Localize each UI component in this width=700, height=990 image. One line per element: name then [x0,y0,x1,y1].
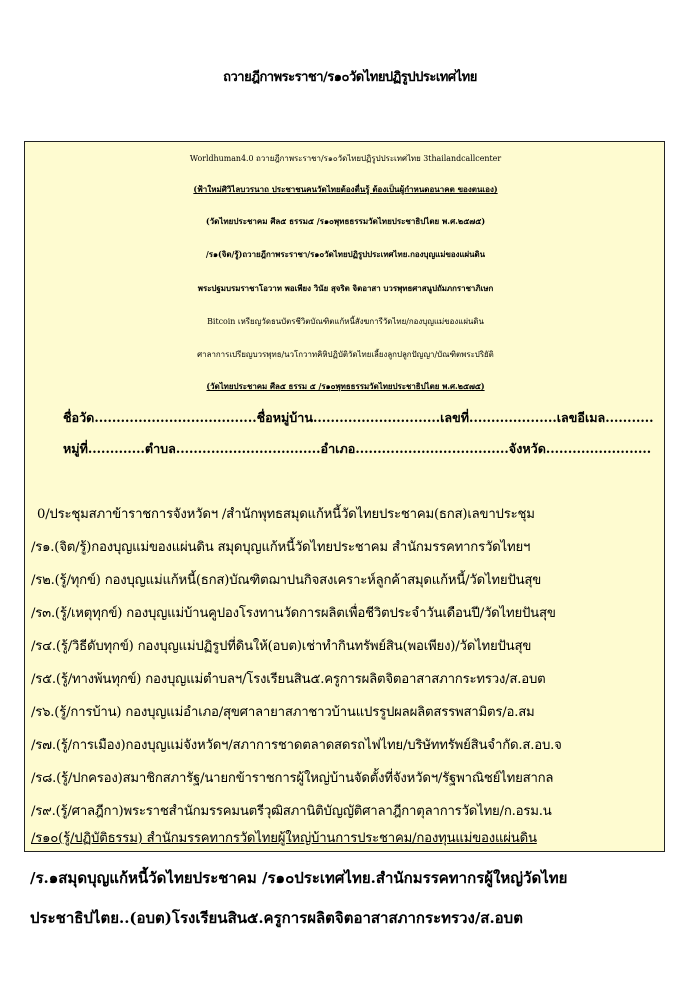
list-item: /ร๒.(รู้/ทุกข์) กองบุญแม่แก้หนี้(ธกส)บัณฑิตฌาปนกิจสงเคราะห์ลูกค้าสมุดแก้หนี้/วัดไทยปันสุข [31,573,542,588]
header-line-2: (ฟ้าใหม่ศิวิไลบวรนาถ ประชาชนคนวัดไทยต้องตื่นรู้ ต้องเป็นผู้กำหนดอนาคต ของตนเอง) [193,184,498,194]
header-line-1: Worldhuman4.0 ถวายฎีกาพระราชา/ร๑๐วัดไทยปฏิรูปประเทศไทย 3thailandcallcenter [189,154,502,163]
header-line-4: /ร๑(จิต/รู้)ถวายฎีกาพระราชา/ร๑๐วัดไทยปฏิรูปประเทศไทย.กองบุญแม่ของแผ่นดิน [205,250,486,259]
list-item: /ร๗.(รู้/การเมือง)กองบุญแม่จังหวัดฯ/สภาการชาดตลาดสดรถไฟไทย/บริษัททรัพย์สินจำกัด.ส.อบ.จ [31,738,562,753]
form-row-1: ชื่อวัด.....................................ชื่อหมู่บ้าน.............................เลขที่....................เลขอีเมล........... [63,410,654,425]
list-item: /ร๑.(จิต/รู้)กองบุญแม่ของแผ่นดิน สมุดบุญแก้หนี้วัดไทยประชาคม สำนักมรรคทากรวัดไทยฯ [31,540,531,555]
list-item: /ร๕.(รู้/ทางพ้นทุกข์) กองบุญแม่ตำบลฯ/โรงเรียนสิน๕.ครูการผลิตจิตอาสาสภากระทรวง/ส.อบต [31,672,546,687]
list-item: /ร๔.(รู้/วิธีดับทุกข์) กองบุญแม่ปฏิรูปที่ดินให้(อบต)เช่าทำกินทรัพย์สิน(พอเพียง)/วัดไทยปันสุข [31,639,532,654]
footer-line-2: ประชาธิปไตย..(อบต)โรงเรียนสิน๕.ครูการผลิตจิตอาสาสภากระทรวง/ส.อบต [30,909,523,927]
header-line-7: ศาลาการเปรียญบวรพุทธ/นวโกวาทคิหิปฏิบัติวัดไทยเลี้ยงลูกปลูกปัญญา/บัณฑิตพระปริยัติ [197,350,494,359]
list-item: /ร๓.(รู้/เหตุทุกข์) กองบุญแม่บ้านคูปองโรงทานวัดการผลิตเพื่อชีวิตประจำวันเดือนปี/วัดไทยปันสุข [31,606,556,621]
footer-line-1: /ร.๑สมุดบุญแก้หนี้วัดไทยประชาคม /ร๑๐ประเทศไทย.สำนักมรรคทากรผู้ใหญ่วัดไทย [30,869,568,887]
list-item: /ร๙.(รู้/ศาลฎีกา)พระราชสำนักมรรคมนตรีวุฒิสภานิติบัญญัติศาลาฎีกาตุลาการวัดไทย/ก.อรม.น [31,804,552,819]
list-item: /ร๑๐(รู้/ปฏิบัติธรรม) สำนักมรรคทากรวัดไทยผู้ใหญ่บ้านการประชาคม/กองทุนแม่ของแผ่นดิน [31,831,537,846]
list-item: /ร๖.(รู้/การบ้าน) กองบุญแม่อำเภอ/สุขศาลายาสภาชาวบ้านแปรรูปผลผลิตสรรพสามิตร/อ.สม [31,705,535,720]
header-line-5: พระปฐมบรมราชาโอวาท พอเพียง วินัย สุจริต จิตอาสา บวรพุทธศาสนูปถัมภกราชาภิเษก [197,284,494,293]
header-line-6: Bitcoin เหรียญวัดธนบัตรชีวิตบัณฑิตแก้หนี้สังฆการีวัดไทย/กองบุญแม่ของแผ่นดิน [207,317,484,326]
header-line-3: (วัดไทยประชาคม ศีล๕ ธรรม๕ /ร๑๐พุทธธรรมวัดไทยประชาธิปไตย พ.ศ.๒๕๗๕) [205,216,486,226]
page-title: ถวายฎีกาพระราชา/ร๑๐วัดไทยปฏิรูปประเทศไทย [223,70,477,85]
form-row-2: หมู่ที่.............ตำบล.................................อำเภอ...................................จังหวัด........................ [63,441,652,456]
content-box [24,141,665,852]
list-item: 0/ประชุมสภาข้าราชการจังหวัดฯ /สำนักพุทธสมุดแก้หนี้วัดไทยประชาคม(ธกส)เลขาประชุม [37,507,535,522]
header-line-8: (วัดไทยประชาคม ศีล๕ ธรรม ๕ /ร๑๐พุทธธรรมวัดไทยประชาธิปไตย พ.ศ.๒๕๗๕) [206,382,485,391]
list-item: /ร๘.(รู้/ปกครอง)สมาชิกสภารัฐ/นายกข้าราชการผู้ใหญ่บ้านจัดตั้งที่จังหวัดฯ/รัฐพาณิชย์ไทยสากล [31,771,554,786]
